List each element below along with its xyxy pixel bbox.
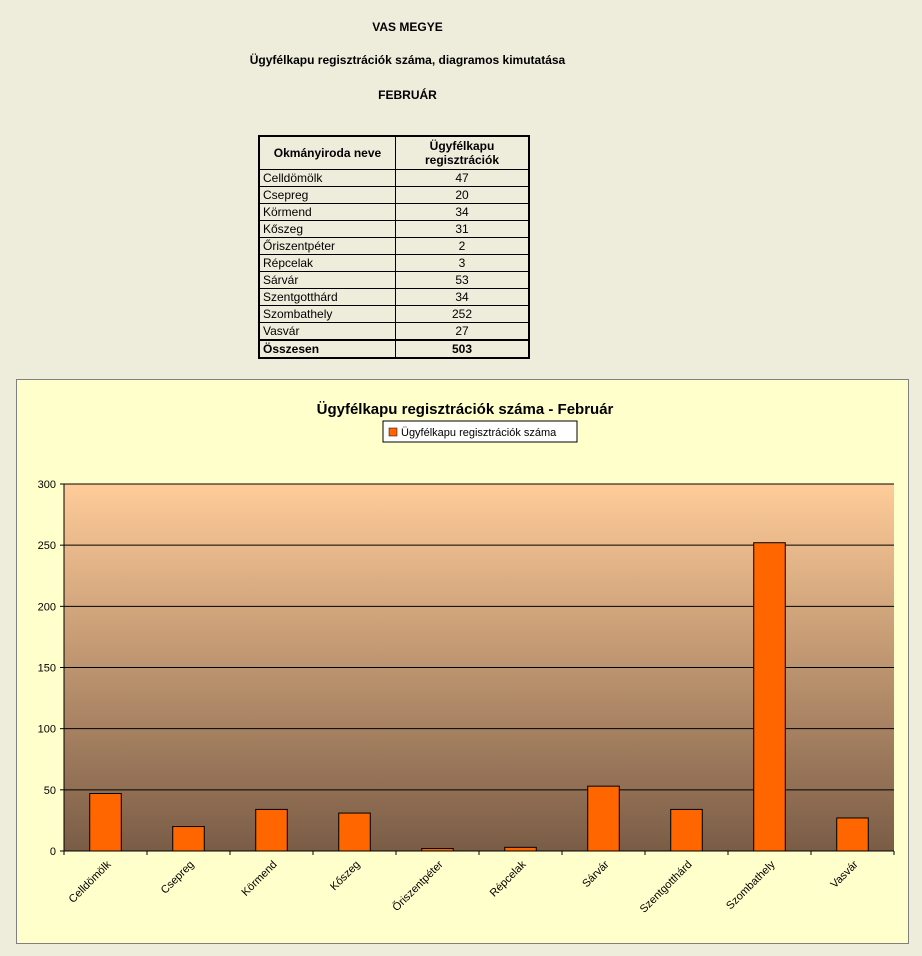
bar-8[interactable]	[754, 543, 786, 851]
registration-count: 53	[396, 272, 530, 289]
office-name: Sárvár	[259, 272, 396, 289]
bar-9[interactable]	[837, 818, 869, 851]
office-name: Szombathely	[259, 306, 396, 323]
header-registrations: Ügyfélkapu regisztrációk	[396, 136, 530, 170]
registration-count: 2	[396, 238, 530, 255]
y-tick-label: 0	[49, 846, 56, 858]
table-row	[259, 323, 529, 341]
x-tick-label: Körmend	[239, 858, 280, 899]
total-value: 503	[396, 340, 530, 358]
y-tick-label: 200	[37, 601, 56, 614]
x-tick-label: Szombathely	[724, 858, 778, 913]
chart-title: Ügyfélkapu regisztrációk száma - Február	[316, 401, 614, 418]
office-name: Kőszeg	[259, 221, 396, 238]
table-row	[259, 289, 529, 306]
total-label: Összesen	[259, 340, 396, 358]
office-name: Csepreg	[259, 187, 396, 204]
chart-area[interactable]	[16, 379, 909, 944]
y-tick-label: 150	[37, 662, 56, 675]
office-name: Celldömölk	[259, 170, 396, 187]
registration-count: 34	[396, 204, 530, 221]
registration-count: 3	[396, 255, 530, 272]
bar-6[interactable]	[588, 786, 620, 851]
bar-7[interactable]	[671, 809, 703, 851]
bar-5[interactable]	[505, 847, 537, 851]
table-row	[259, 272, 529, 289]
bar-2[interactable]	[256, 809, 288, 851]
registrations-table	[258, 135, 530, 359]
bar-chart	[17, 380, 908, 943]
y-tick-label: 250	[37, 540, 56, 553]
table-row	[259, 238, 529, 255]
chart-legend	[383, 421, 577, 442]
total-row	[259, 340, 529, 358]
office-name: Körmend	[259, 204, 396, 221]
x-tick-label: Őriszentpéter	[390, 858, 446, 914]
office-name: Vasvár	[259, 323, 396, 341]
header-office-name: Okmányiroda neve	[259, 136, 396, 170]
table-row	[259, 170, 529, 187]
bar-1[interactable]	[173, 827, 205, 851]
registration-count: 31	[396, 221, 530, 238]
bar-0[interactable]	[90, 794, 122, 851]
report-subtitle: Ügyfélkapu regisztrációk száma, diagramos kimutatása	[249, 53, 566, 67]
office-name: Répcelak	[259, 255, 396, 272]
table-row	[259, 187, 529, 204]
registration-count: 20	[396, 187, 530, 204]
office-name: Őriszentpéter	[259, 238, 396, 255]
registration-count: 47	[396, 170, 530, 187]
county-heading: VAS MEGYE	[372, 20, 443, 34]
y-tick-label: 50	[43, 784, 56, 797]
table-header-row	[259, 136, 529, 170]
x-tick-label: Kőszeg	[328, 858, 363, 894]
bar-3[interactable]	[339, 813, 371, 851]
y-tick-label: 300	[37, 479, 56, 491]
registration-count: 34	[396, 289, 530, 306]
legend-label: Ügyfélkapu regisztrációk száma	[401, 427, 557, 439]
legend-swatch	[389, 428, 397, 436]
office-name: Szentgotthárd	[259, 289, 396, 306]
table-row	[259, 255, 529, 272]
x-tick-label: Celldömölk	[66, 858, 114, 906]
y-tick-label: 100	[37, 723, 56, 736]
x-tick-label: Szentgotthárd	[637, 858, 695, 916]
registration-count: 27	[396, 323, 530, 341]
table-row	[259, 204, 529, 221]
x-tick-label: Sárvár	[580, 858, 612, 891]
registration-count: 252	[396, 306, 530, 323]
table-row	[259, 306, 529, 323]
x-tick-label: Csepreg	[158, 858, 197, 897]
x-tick-label: Vasvár	[828, 858, 861, 891]
month-heading: FEBRUÁR	[378, 88, 437, 102]
table-row	[259, 221, 529, 238]
x-tick-label: Répcelak	[487, 858, 529, 900]
